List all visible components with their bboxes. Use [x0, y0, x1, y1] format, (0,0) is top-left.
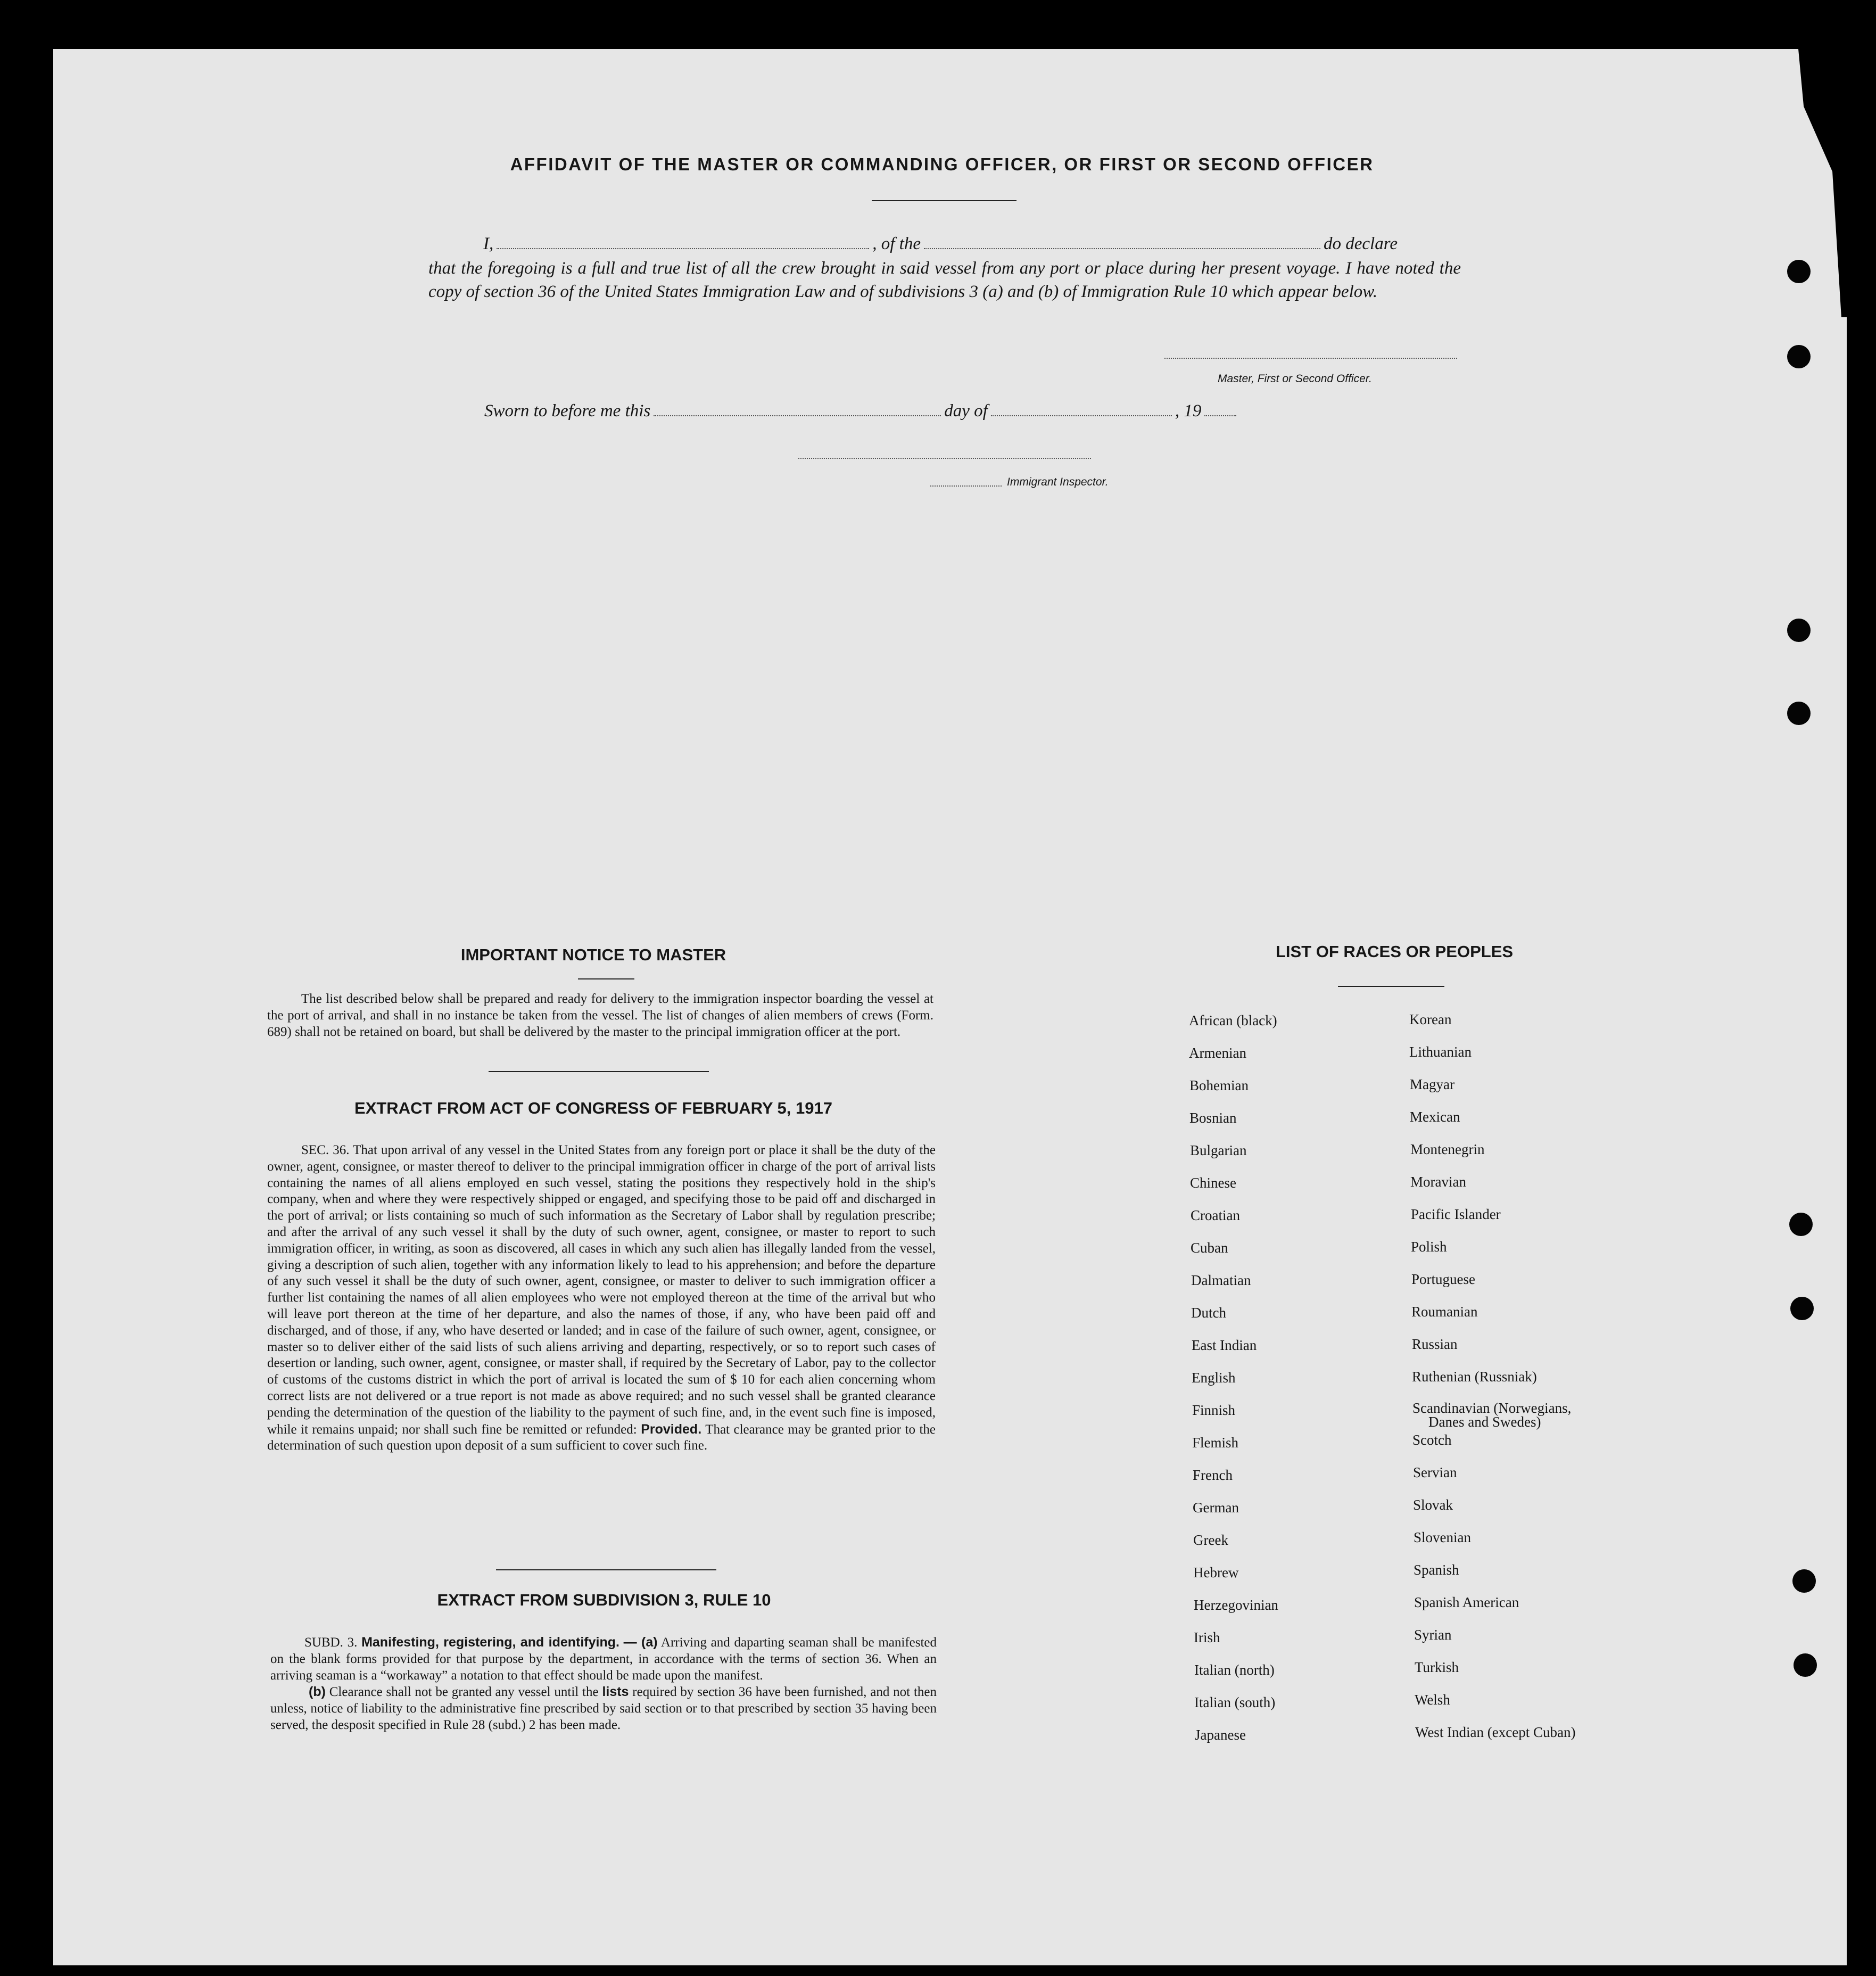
race-left-item: Herzegovinian	[1194, 1597, 1278, 1613]
race-right-item: Turkish	[1415, 1659, 1459, 1675]
race-right-item: Danes and Swedes)	[1428, 1414, 1541, 1430]
race-right-item: West Indian (except Cuban)	[1415, 1724, 1576, 1740]
binder-hole	[1787, 260, 1811, 283]
race-left-item: Irish	[1194, 1629, 1220, 1645]
subd-b-text-2: required by section 36 have been furnished, and not then unless, notice of liability to the administrative fine prescribed by said section or to that prescribed by section 35 having been served, the desposit specified in Rule 28 (subd.) 2 has been made.	[270, 1685, 937, 1732]
affidavit-line-i	[483, 234, 1398, 254]
race-right-item: Spanish American	[1414, 1594, 1519, 1610]
act-divider	[496, 1569, 716, 1570]
notice-divider	[489, 1071, 709, 1072]
binder-hole	[1792, 1569, 1816, 1593]
race-left-item: Finnish	[1192, 1402, 1236, 1418]
binder-hole	[1787, 619, 1811, 642]
sworn-year-field-line	[1204, 402, 1236, 416]
inspector-signature-caption: Immigrant Inspector.	[1007, 476, 1109, 488]
inspector-signature-line	[798, 458, 1091, 459]
race-left-item: Dutch	[1191, 1305, 1226, 1321]
race-left-item: French	[1193, 1467, 1233, 1483]
affidavit-paragraph: that the foregoing is a full and true list of all the crew brought in said vessel from any port or place during her present voyage. I have noted the copy of section 36 of the United States Immigration Law and of subdivisions 3 (a) and (b) of Immigration Rule 10 which appear below.	[428, 259, 1461, 301]
subd-b-text-1: Clearance shall not be granted any vessel until the	[329, 1685, 599, 1700]
act-provided-label: Provided.	[641, 1421, 702, 1437]
race-left-item: Bohemian	[1189, 1077, 1249, 1093]
sworn-day-label: day of	[944, 401, 988, 421]
race-right-item: Magyar	[1410, 1076, 1454, 1092]
master-signature-line	[1164, 358, 1457, 359]
race-right-item: Mexican	[1410, 1109, 1460, 1125]
affidavit-i-label: I,	[483, 234, 494, 253]
rule-text	[270, 1634, 937, 1734]
sworn-day-field-line	[654, 402, 941, 416]
race-left-item: Greek	[1193, 1532, 1228, 1548]
act-text-end: That clearance may be granted prior to the determination of such question upon deposit of a sum sufficient to cover such fine.	[267, 1422, 936, 1453]
race-left-item: Bosnian	[1189, 1110, 1237, 1126]
race-left-item: African (black)	[1189, 1012, 1277, 1028]
race-left-item: English	[1192, 1370, 1236, 1386]
act-text	[267, 1142, 936, 1454]
race-right-item: Korean	[1409, 1011, 1452, 1027]
affidavit-declare-label: do declare	[1323, 234, 1398, 253]
race-right-item: Montenegrin	[1410, 1141, 1485, 1157]
race-right-item: Pacific Islander	[1411, 1206, 1501, 1222]
race-left-item: Italian (north)	[1194, 1662, 1275, 1678]
race-left-item: Japanese	[1195, 1727, 1246, 1743]
affidavit-title: AFFIDAVIT OF THE MASTER OR COMMANDING OFFICER, OR FIRST OR SECOND OFFICER	[510, 154, 1374, 174]
subd-label: SUBD. 3.	[304, 1635, 358, 1650]
race-left-item: Italian (south)	[1194, 1694, 1276, 1710]
races-underline	[1338, 986, 1444, 987]
race-left-item: Armenian	[1189, 1045, 1246, 1061]
race-right-item: Spanish	[1414, 1562, 1459, 1578]
subd-b-label: (b)	[309, 1684, 326, 1700]
race-left-item: Croatian	[1191, 1207, 1240, 1223]
sworn-prefix-label: Sworn to before me this	[484, 401, 651, 421]
race-right-item: Syrian	[1414, 1627, 1452, 1643]
binder-hole	[1790, 1297, 1814, 1320]
race-right-item: Slovak	[1413, 1497, 1453, 1513]
race-right-item: Welsh	[1415, 1692, 1450, 1708]
race-left-item: Flemish	[1192, 1435, 1239, 1451]
notice-title: IMPORTANT NOTICE TO MASTER	[460, 945, 726, 964]
race-right-item: Roumanian	[1411, 1304, 1478, 1320]
subd-a-text: Arriving and daparting seaman shall be manifested on the blank forms provided for that purpose by the department, in accordance with the terms of section 36. When an arriving seaman is a “workaway” a notation to that effect should be made upon the manifest.	[270, 1635, 937, 1683]
race-right-item: Portuguese	[1411, 1271, 1475, 1287]
affidavit-of-the-label: , of the	[872, 234, 921, 253]
binder-hole	[1794, 1653, 1817, 1677]
race-right-item: Scandinavian (Norwegians,	[1412, 1400, 1572, 1416]
subd-a-label: — (a)	[623, 1635, 658, 1650]
name-field-line	[497, 235, 869, 249]
inspector-short-line	[930, 485, 1002, 487]
race-left-item: Chinese	[1190, 1175, 1236, 1191]
sworn-line	[484, 401, 1239, 421]
race-left-item: East Indian	[1192, 1337, 1257, 1353]
race-left-item: Cuban	[1191, 1240, 1228, 1256]
race-left-item: Dalmatian	[1191, 1272, 1251, 1288]
race-left-item: Hebrew	[1193, 1565, 1239, 1580]
race-right-item: Slovenian	[1414, 1529, 1471, 1545]
rule-title: EXTRACT FROM SUBDIVISION 3, RULE 10	[437, 1591, 771, 1609]
title-underline	[872, 200, 1016, 201]
race-right-item: Russian	[1412, 1336, 1458, 1352]
race-left-item: Bulgarian	[1190, 1142, 1247, 1158]
subd-b-lists: lists	[602, 1684, 629, 1700]
act-title: EXTRACT FROM ACT OF CONGRESS OF FEBRUARY 5, 1917	[354, 1099, 832, 1117]
notice-underline	[578, 978, 634, 979]
notice-text: The list described below shall be prepared and ready for delivery to the immigration inspector boarding the vessel at the port of arrival, and shall in no instance be taken from the vessel. The list of changes of alien members of crews (Form. 689) shall not be retained on board, but shall be delivered by the master to the principal immigration officer at the port.	[267, 992, 933, 1039]
sworn-month-field-line	[991, 402, 1172, 416]
race-right-item: Servian	[1413, 1464, 1457, 1480]
binder-hole	[1789, 1213, 1813, 1236]
binder-hole	[1787, 345, 1811, 368]
vessel-field-line	[924, 235, 1320, 249]
sworn-year-label: , 19	[1175, 401, 1202, 421]
race-right-item: Polish	[1411, 1239, 1447, 1255]
binder-hole	[1787, 702, 1811, 725]
master-signature-caption: Master, First or Second Officer.	[1218, 373, 1372, 385]
subd-heading: Manifesting, registering, and identifying.	[361, 1635, 619, 1650]
races-title: LIST OF RACES OR PEOPLES	[1275, 942, 1514, 961]
race-right-item: Ruthenian (Russniak)	[1412, 1369, 1537, 1385]
race-right-item: Moravian	[1410, 1174, 1466, 1190]
race-right-item: Lithuanian	[1409, 1044, 1472, 1060]
race-left-item: German	[1193, 1500, 1239, 1516]
act-text-body: SEC. 36. That upon arrival of any vessel in the United States from any foreign port or place it shall be the duty of the owner, agent, consignee, or master thereof to deliver to the principal immigration officer in charge of the port of arrival lists containing the names of all aliens employed en such vessel, stating the positions they respectively hold in the ship's company, when and where they were respectively shipped or engaged, and specifying those to be paid off and discharged in the port of arrival; or lists containing so much of such information as the Secretary of Labor shall by regulation prescribe; and after the arrival of any such vessel it shall by the duty of such owner, agent, consignee, or master to report to such immigration officer, in writing, as soon as discovered, all cases in which any such alien has illegally landed from the vessel, giving a description of such alien, together with any information likely to lead to his apprehension; and before the departure of any such vessel it shall be the duty of such owner, agent, consignee, or master to deliver to such immigration officer a further list containing the names of all alien employees who were not employed thereon at the time of the arrival but who will leave port thereon at the time of her departure, and also the names of those, if any, who have been paid off and discharged, and of those, if any, who have deserted or landed; and in case of the failure of such owner, agent, consignee, or master so to deliver either of the said lists of such aliens arriving and departing, respectively, or so to report such cases of desertion or landing, such owner, agent, consignee, or master shall, if required by the Secretary of Labor, pay to the collector of customs of the customs district in which the port of arrival is located the sum of $ 10 for each alien concerning whom correct lists are not delivered or a true report is not made as above required; and no such vessel shall be granted clearance pending the determination of the question of the liability to the payment of such fine, and, in the event such fine is imposed, while it remains unpaid; nor shall such fine be remitted or refunded:	[267, 1143, 936, 1437]
race-right-item: Scotch	[1412, 1432, 1452, 1448]
